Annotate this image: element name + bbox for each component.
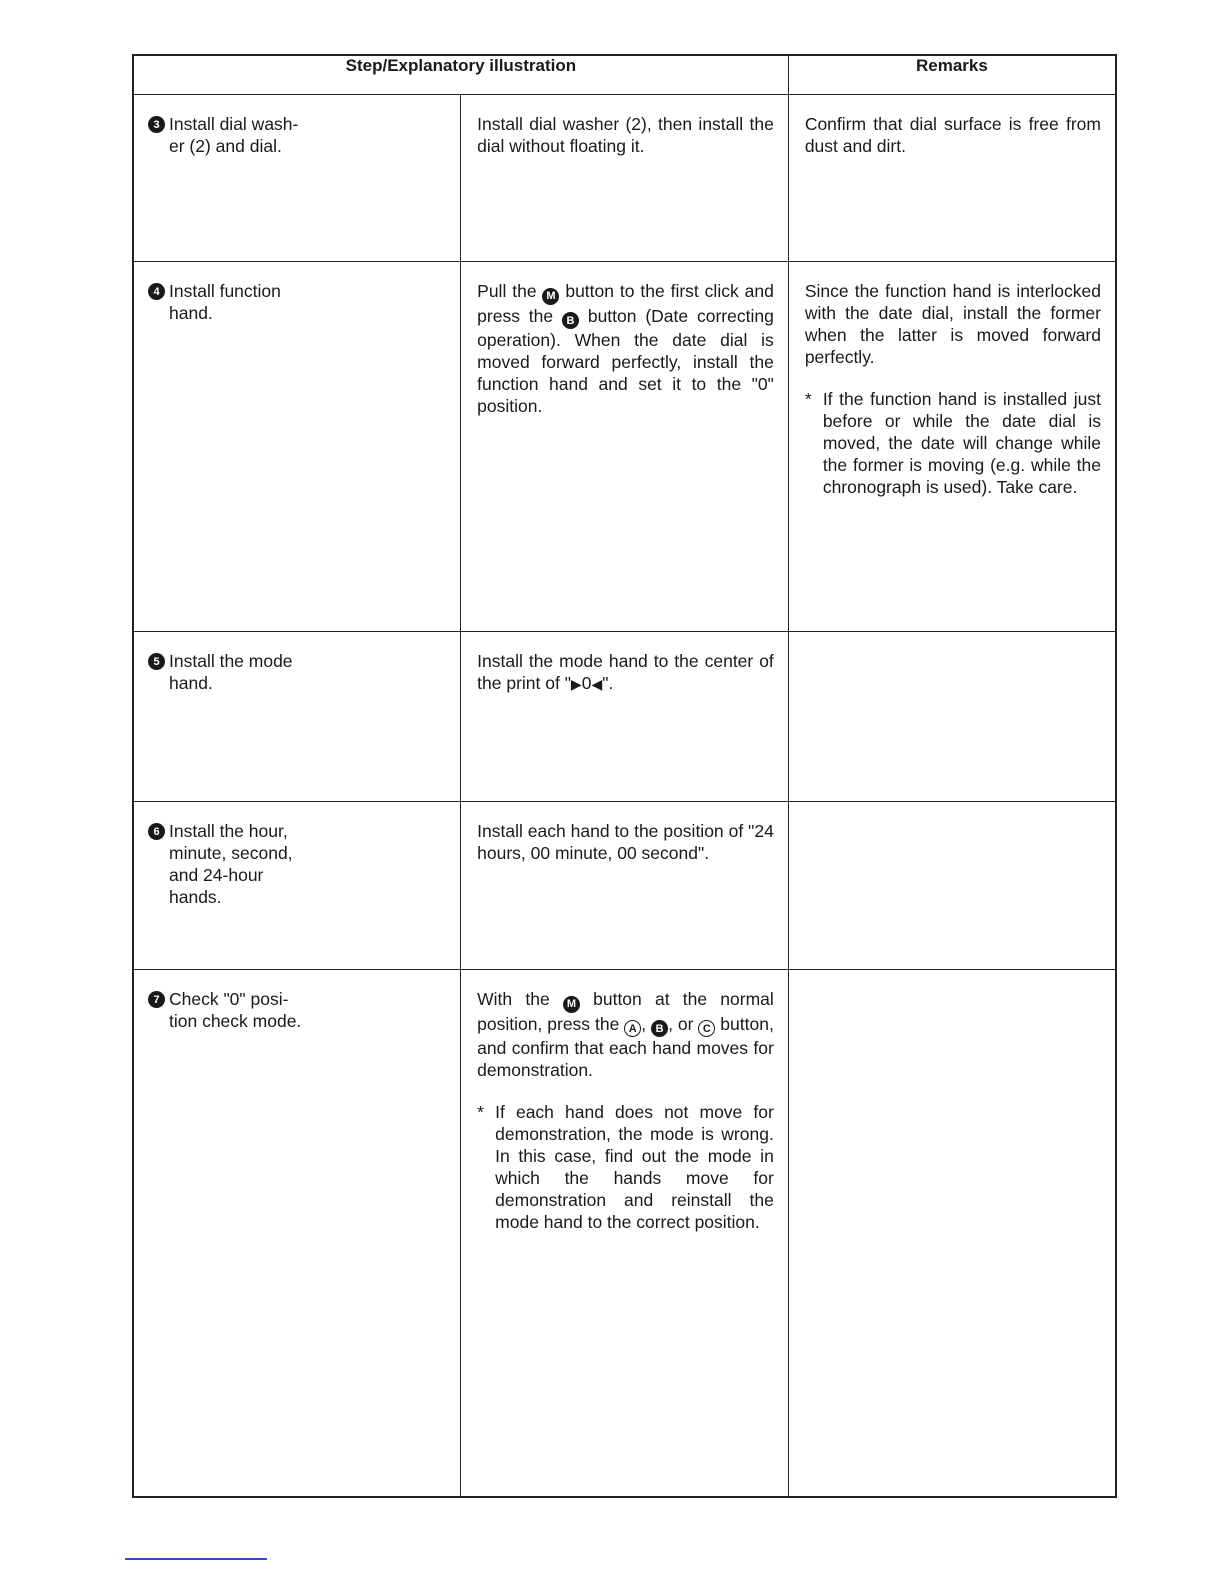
right-triangle-icon: ▶ <box>570 676 582 692</box>
step-label: Install function hand. <box>169 281 281 323</box>
m-button-icon: M <box>542 288 559 305</box>
step-label: Install dial wash- er (2) and dial. <box>169 114 299 156</box>
footer-rule <box>125 1558 267 1560</box>
table-row <box>133 802 1116 970</box>
explanation-cell <box>461 262 789 632</box>
step-label: Install the hour, minute, second, and 24-hour hands. <box>169 821 293 907</box>
explanation-text: Pull the M button to the first click and press the B button (Date correcting operation). When the date dial is moved forward perfectly, install the function hand and set it to the "0" position. <box>477 281 774 416</box>
remarks-text: Since the function hand is interlocked with the date dial, install the former when the latter is moved forward perfectly. <box>804 281 1101 367</box>
step-cell <box>133 95 461 262</box>
remarks-text: Confirm that dial surface is free from dust and dirt. <box>804 114 1101 156</box>
step-cell <box>133 632 461 802</box>
asterisk-marker: * <box>477 1102 484 1122</box>
procedure-table <box>132 54 1117 1498</box>
remarks-cell <box>788 632 1116 802</box>
b-button-icon: B <box>562 312 579 329</box>
remarks-cell <box>788 802 1116 970</box>
table-row <box>133 262 1116 632</box>
step-number-badge: 4 <box>148 283 165 300</box>
explanation-cell <box>461 632 789 802</box>
step-number-badge: 5 <box>148 653 165 670</box>
remarks-note-text: If the function hand is installed just before or while the date dial is moved, the date will change while the former is moving (e.g. while the chronograph is used). Take care. <box>822 389 1101 497</box>
explanation-text: Install the mode hand to the center of the print of "▶0◀". <box>477 651 774 693</box>
header-step-explanatory: Step/Explanatory illustration <box>133 55 788 95</box>
a-button-icon: A <box>624 1020 641 1037</box>
explanation-text: Install dial washer (2), then install the dial without floating it. <box>477 114 774 156</box>
table-row <box>133 970 1116 1498</box>
explanation-cell <box>461 970 789 1498</box>
remarks-note <box>805 388 1101 498</box>
step-number-badge: 6 <box>148 823 165 840</box>
remarks-cell <box>788 970 1116 1498</box>
remarks-cell <box>788 95 1116 262</box>
step-number-badge: 3 <box>148 116 165 133</box>
explanation-cell <box>461 95 789 262</box>
explanation-text: With the M button at the normal position, press the A , B , or C button, and confirm that each hand moves for demonstration. <box>477 989 774 1080</box>
asterisk-marker: * <box>804 389 812 409</box>
m-button-icon: M <box>563 996 580 1013</box>
explanation-cell <box>461 802 789 970</box>
table-row <box>133 632 1116 802</box>
step-cell <box>133 802 461 970</box>
explanation-note <box>477 1101 774 1233</box>
header-row <box>133 55 1116 95</box>
explanation-text: Install each hand to the position of "24 hours, 00 minute, 00 second". <box>477 821 774 863</box>
explanation-note-text: If each hand does not move for demonstration, the mode is wrong. In this case, find out the mode in which the hands move for demonstration and reinstall the mode hand to the correct position. <box>495 1102 774 1232</box>
step-cell <box>133 970 461 1498</box>
b-button-icon: B <box>651 1020 668 1037</box>
remarks-cell <box>788 262 1116 632</box>
header-remarks: Remarks <box>788 55 1116 95</box>
step-label: Install the mode hand. <box>169 651 293 693</box>
step-label: Check "0" posi- tion check mode. <box>169 989 302 1031</box>
c-button-icon: C <box>698 1020 715 1037</box>
left-triangle-icon: ◀ <box>591 676 603 692</box>
table-row <box>133 95 1116 262</box>
step-number-badge: 7 <box>148 991 165 1008</box>
step-cell <box>133 262 461 632</box>
